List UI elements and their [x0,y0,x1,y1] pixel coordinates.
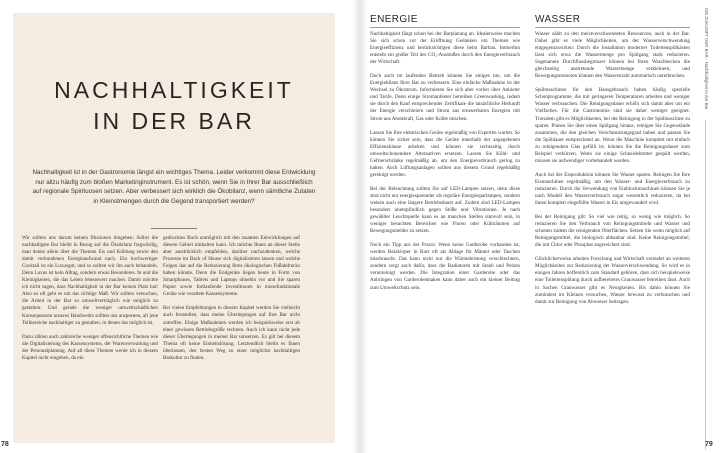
heading-rule [370,27,520,28]
body-paragraph: Auch bei der Eisproduktion können Sie Wasser sparen. Reinigen Sie Ihre Eismaschinen regelmäßig, um den Wasser- und Energieverbrauch zu reduzieren. Durch die Verwendung von Einblockmaschinen können Sie je nach Modell den Wasserverbrauch sogar wesentlich reduzieren, da bei ihnen komplett eingefüllte Wasser in Eis umgewandelt wird. [535,171,690,207]
chapter-title-line-1: NACHHALTIGKEIT [54,77,294,103]
divider [151,228,197,229]
chapter-title-line-2: IN DER BAR [93,108,255,134]
energie-column [370,31,520,299]
section-heading-energie: ENERGIE [370,14,418,25]
left-column-1 [22,235,158,369]
body-paragraph: Bei der Reinigung gilt: So viel wie nötig, so wenig wie möglich. So reduzieren Sie den Verbrauch von Reinigungsmitteln und Wasser und schonen zudem die reinigenden Oberflächen. Setzen Sie wenn möglich auf Reinigungsmittel, die biologisch abbaubar sind. Keine Reinigungsmittel, die mit Chlor oder Phosphat angereichert sind. [535,214,690,249]
body-paragraph: Wir sollten uns darum keinen Illusionen hingeben: Selbst die nachhaltigste Bar bleibt in Bezug auf die Ökobilanz fragwürdig, man denke allein über die Themen Eis und Kühlung sowie den damit verbundenen Energieaufwand nach. Ein hochwertiger Cocktail ist ein Luxusgut, und so sollten wir ihn auch behandeln. Denn Luxus ist kein Alltag, sondern etwas Besonderes. In und die Kleinigkeiten, die das Leben lebenswert machen. Damit möchte ich nicht sagen, dass Nachhaltigkeit in der Bar keinen Platz hat! Also so oft geht es um das richtige Maß. Wir sollten versuchen, die Arbeit in der Bar so umweltverträglich wie möglich zu gestalten. Und gerade die weniger umweltschädlichen Konsequenzen unseres Handwerks sollten uns ansporнen, all jene Teilbereiche nachhaltiger zu gestalten, in denen das möglich ist. [22,235,158,326]
body-paragraph: Wasser zählt zu den meistverschwendeten Ressourcen, auch in der Bar. Dabei gibt es viele Möglichkeiten, um der Wasserverschwendung entgegenzuwirken: Durch die Installation moderner Toilettenspülkästen lässt sich etwa die Wassermenge pro Spülgang stark reduzieren. Sogenannte Durchflussbegrenzer können bei Ihren Waschbecken die gleichzeitig austretende Wassermenge verkleinern, und Bewegungsmonoren können den Wasserstrahl automatisch unterbrechen. [535,31,690,80]
body-paragraph: Lassen Sie Ihre elektrischen Geräte regelmäßig von Experten warten. So können Sie sicher sein, dass die Geräte innerhalb der angegebenen Effizienzklasse arbeiten und können sie rechtzeitig durch umweltschonendere Alternativen ersetzen. Lassen Sie Kühl- und Gefrierschränke regelmäßig ab, um den Energieverbrauch gering zu halten. Auch Lüftungsanlagen sollten aus diesem Grund regelmäßig gereinigt werden. [370,129,520,178]
wasser-column [535,31,690,313]
left-page [0,0,359,453]
body-paragraph: Dazu zählen auch zahlreiche weniger offensichtliche Themen wie die Digitalisierung des Kassensystems, der Warenverwaltung und der Personalplanung. Auf all diese Themen werde ich in diesem Kapitel nicht eingehen, da ein [22,333,158,361]
left-column-2 [163,235,300,369]
body-paragraph: Glücklicherweise arbeiten Forschung und Wirtschaft vermehrt an weiteren Möglichkeiten zur Reduzierung der Wasserverschwendung. So wird es in einigen Jahren hoffentlich zum Standard gehören, dass sich beispielsweise eine Toilettenspülung durch aufbereitetes Grauwasser betreiben lässt. Auch in Sachen Grauwasser gibt es Neuigkeiten. Bis dahin können Sie zumindest im Kleinen versuchen, Wasser bewusst zu verbrauchen und damit zur Reinigung von Abwasser beitragen. [535,256,690,305]
chapter-title [13,75,335,137]
body-paragraph: Bei der Beleuchtung sollten Sie auf LED-Lampen setzen, denn diese sind nicht nur energiesparender als reguläre Energiesparlampen, sondern weisen auch eine längere Betriebsdauer auf. Zudem sind LED-Lampen besonders unempfindlich gegen Stöße und Vibrationen. Je nach gewählter Leuchtquelle kann es an manchen Stellen sinnvoll sein, in weniger besuchten Bereichen wie Fluren oder Kühlräumen auf Bewegungsmelder zu setzen. [370,185,520,235]
section-heading-wasser: WASSER [535,14,581,25]
page-number-left: 78 [1,441,9,448]
book-gutter [352,0,368,453]
body-paragraph: Noch ein Tipp aus der Praxis: Wenn keine Garderobe vorhanden ist, werden Heizkörper in Bars oft als Ablage für Mäntel oder Taschen missbraucht. Das kann nicht nur die Wärmeleistung verschlechtern, sondern sorgt auch dafür, dass die Radiatoren mit Staub und Pelzen verunreinigt werden. Die Integration einer Garderobe oder das Anbringen von Garderobenhaken kann daher auch ein kleiner Beitrag zum Umweltschutz sein. [370,242,520,291]
running-header-text: DIE ZUKUNFT DER BAR · Nachhaltigkeit in der Bar [704,8,709,110]
page-number-right: 79 [705,441,713,448]
cream-panel [13,13,335,443]
body-paragraph: gedrucktes Buch unmöglich mit den rasanten Entwicklungen auf diesem Gebiet mithalten kann. Ich möchte Ihnen an dieser Stelle aber ausdrücklich empfehlen, darüber nachzudenken, welche Prozesse im Back of House sich digitalisieren lassen und welche Folgen das auf die Reduzierung Ihres ökologischen Fußabdrucks haben könnte. Denn die Endgeräte liegen heute in Form von Smartphones, Tablets und Laptops ohnehin vor und Sie sparen Papier sowie fortlaufende Investitionen in monofunktionale Geräte wie veraltete Kassensysteme. [163,235,300,298]
heading-rule [535,27,690,28]
body-paragraph: Spülmaschinen für den Hausgebrauch haben häufig spezielle Schonprogramme, die mit geringeren Temperaturen arbeiten und weniger Wasser verbrauchen. Die Reinigungsdauer erhöht sich damit aber um ein Vielfaches. Für die Gastronomie sind sie daher weniger geeignet. Trotzdem gibt es Möglichkeiten, bei der Reinigung in der Spülmaschine zu sparen. Planen Sie über einen Spülgang hinaus, reinigen Sie Gegenstände zusammen, die den gleichen Verschmutzungsgrad haben und passen Sie die Spüldauer entsprechend an. Wenn die Maschine komplett mit einfach zu reinigendem Glas gefüllt ist, können Sie die Reinigungsdauer zum Beispiel verkürzen. Wenn sie einige Schneidebretter gespült werden, müssen sie aufwendiger vorbehandelt werden. [535,87,690,164]
running-header-vertical [701,8,711,118]
lead-paragraph: Nachhaltigkeit ist in der Gastronomie längst ein wichtiges Thema. Leider verkommt diese Entwicklung nur allzu häufig zum bloßen Marketinginstrument. Es ist schön, wenn Sie in Ihrer Bar ausschließlich auf regionale Spirituosen setzen. Aber verbessert sich wirklich die Ökobilanz, wenn sämtliche Zutaten in Kleinstmengen durch die Gegend transportiert werden? [32,169,316,205]
body-paragraph: Doch auch im laufenden Betrieb können Sie einiges tun, um die Energiebilanz Ihrer Bar zu verbessern. Eine einfache Maßnahme ist der Wechsel zu Ökostrom. Informieren Sie sich aber vorher über Anbieter und Tarife. Denn einige Stromanbieter betreiben Greenwashing, indem sie durch den Kauf entsprechender Zertifikate die tatsächliche Herkunft der Energie verschleiern und Strom aus erneuerbaren Energien mit Strom aus Atomkraft, Gas oder Kohle mischen. [370,73,520,122]
body-paragraph: Bei vielen Empfehlungen in diesem Kapitel werden Sie vielleicht auch feststellen, dass meine Überlegungen auf Ihre Bar nicht zutreffen. Einige Maßnahmen werden ich beispielsweise erst ab einer gewissen Betriebsgröße rechnen. Auch ich kann nicht jede dieser Überlegungen in meiner Bar umsetzen. Es gilt bei diesem Thema oft keine Einheitslösung. Letztendlich bleibt es Ihnen überlassen, den besten Weg zu einer möglichst nachhaltigen Barkultur zu finden. [163,305,300,361]
margin-rule [705,120,706,450]
body-paragraph: Nachhaltigkeit fängt schon bei der Barplanung an. Idealerweise machen Sie sich schon vor der Eröffnung Gedanken um Themen wie Energieeffizienz und berücksichtigen diese beim Barbau. Immerhin entsteht ein großer Teil des CO₂-Ausstoßes durch den Energieverbrauch der Wirtschaft. [370,31,520,66]
